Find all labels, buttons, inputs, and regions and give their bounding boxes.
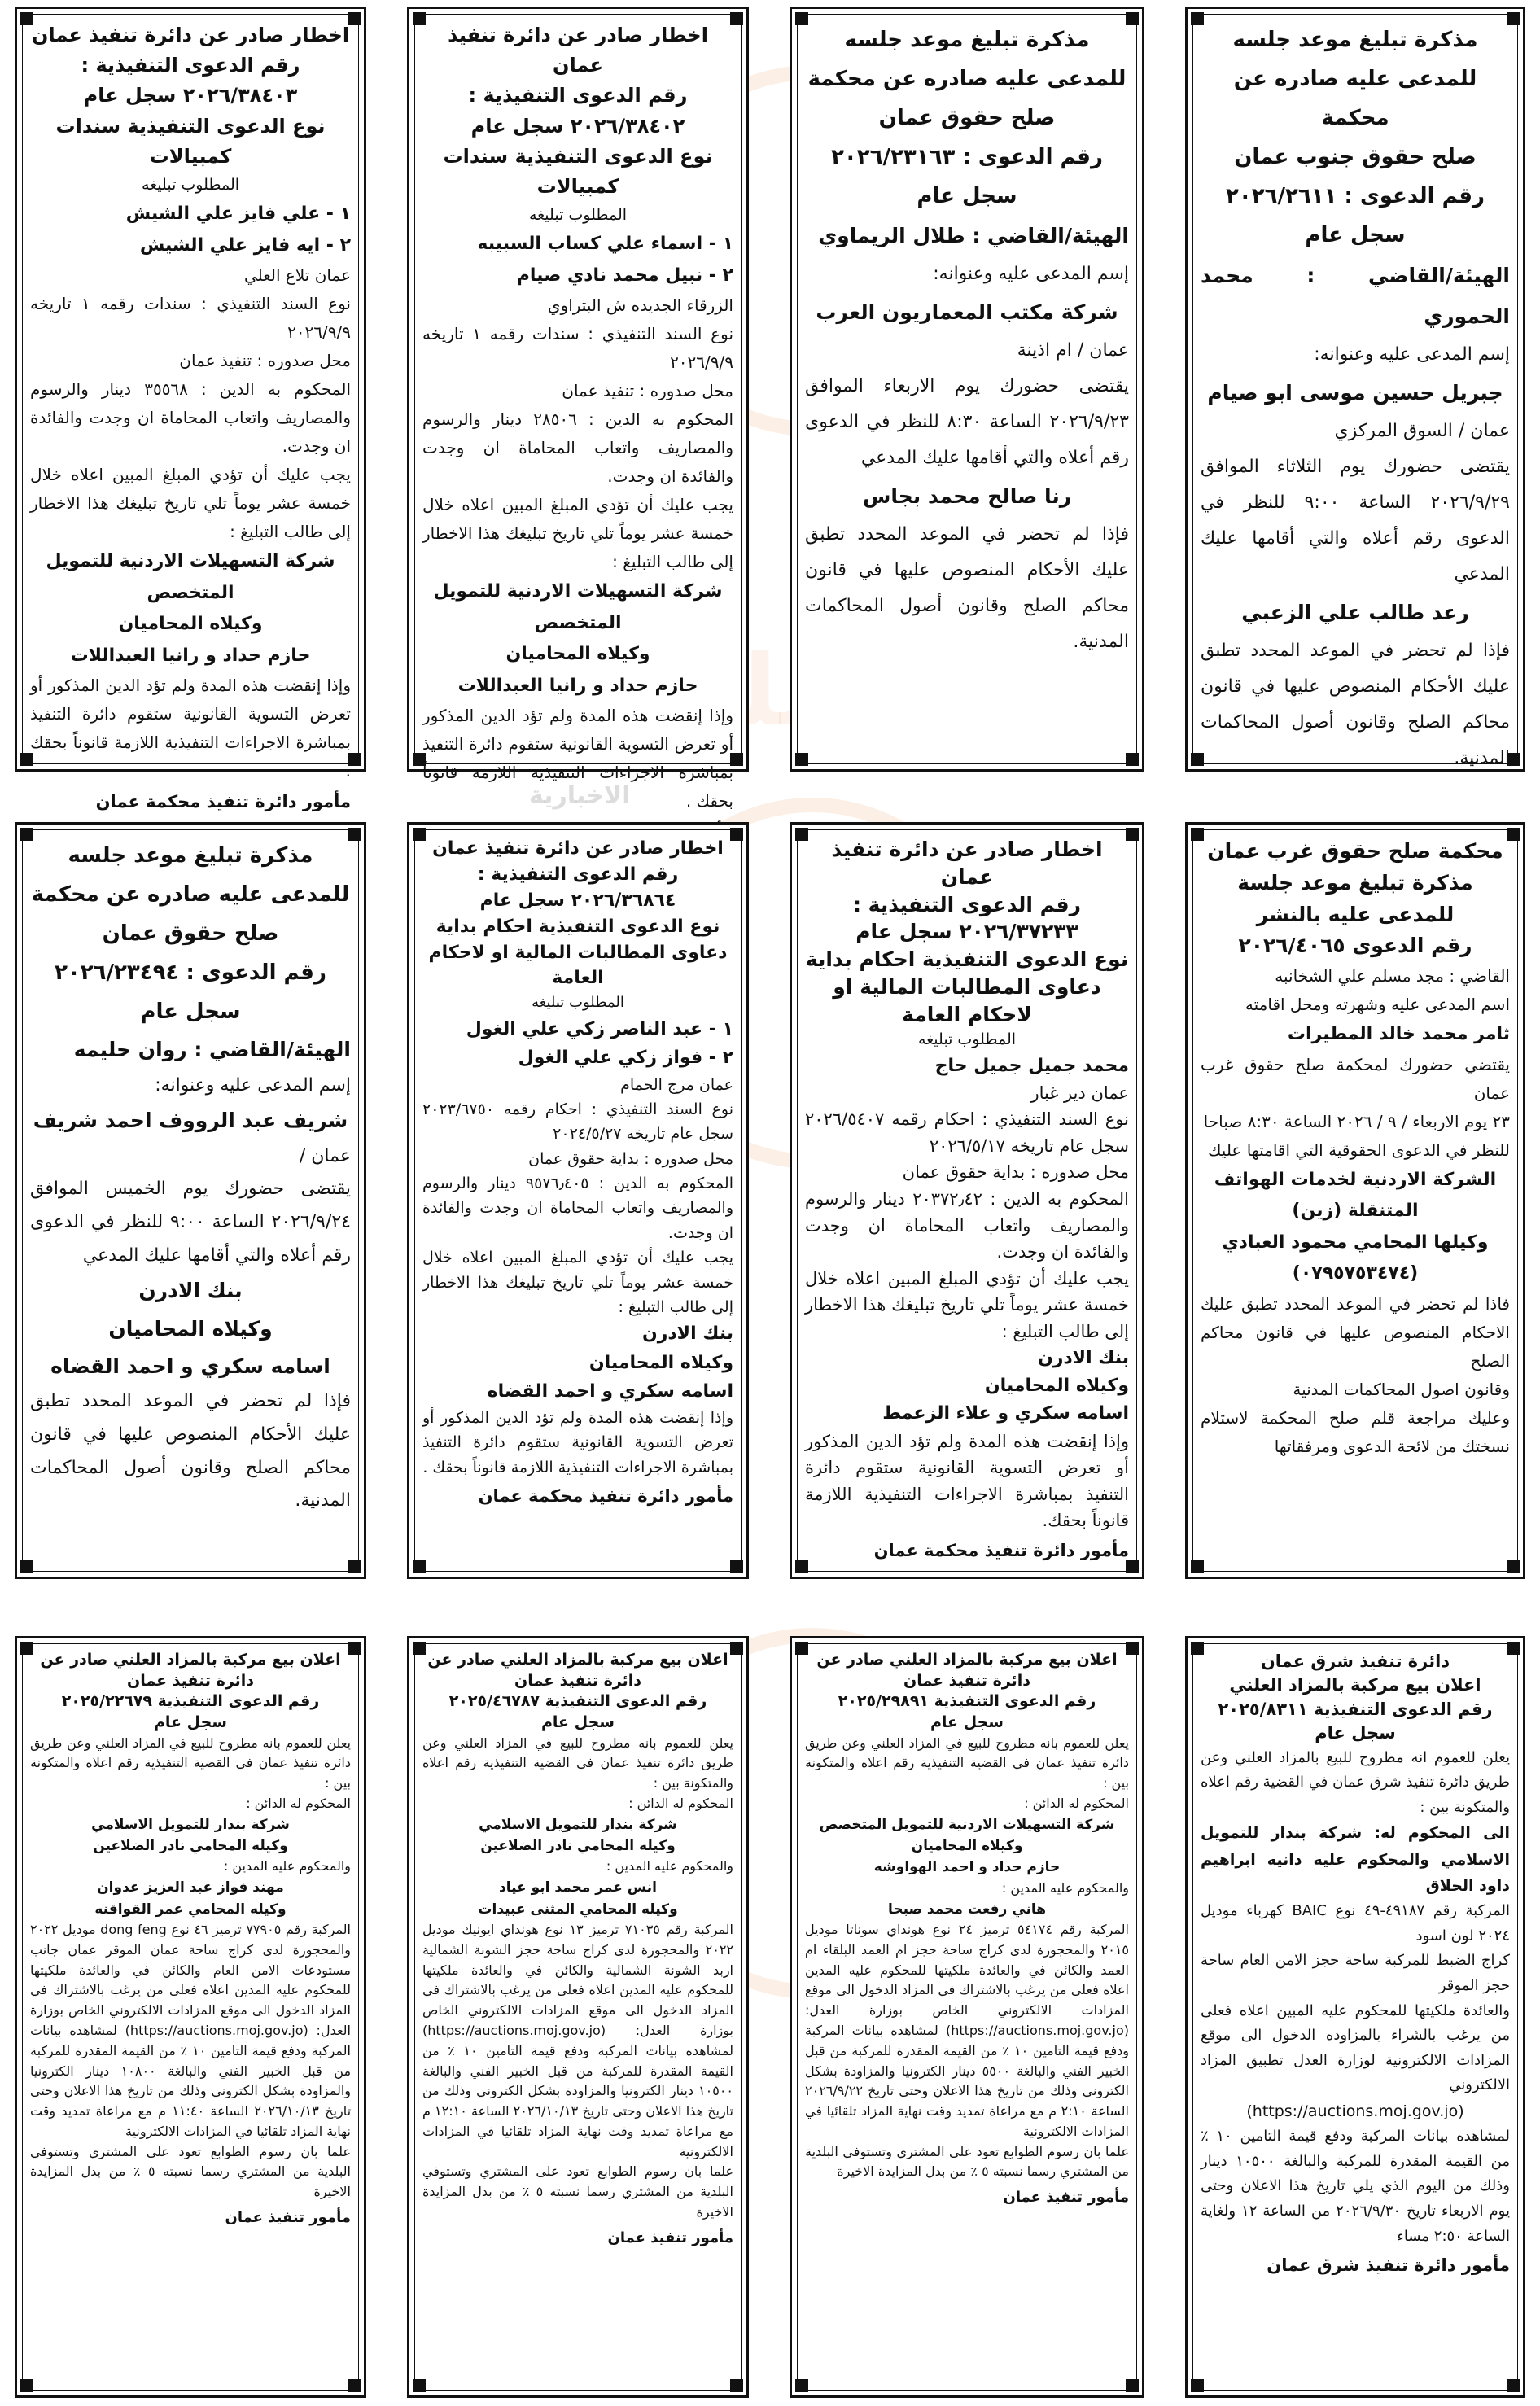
body-paragraph: يجب عليك أن تؤدي المبلغ المبين اعلاه خلال خمسة عشر يوماً تلي تاريخ تبليغك هذا الاخطار إلى طالب التبليغ : [422, 1249, 733, 1317]
lawyers-label: وكيلاه المحاميان [505, 644, 650, 665]
case-number: رقم الدعوى : ٢٠٢٦/٢٦١١ [1226, 184, 1485, 209]
notice-body [422, 202, 733, 816]
header-line: نوع الدعوى التنفيذية سندات كمبيالات [55, 114, 326, 168]
address-line: عمان / السوق المركزي [1334, 420, 1510, 441]
notice-header [30, 20, 351, 172]
body-line: محل صدوره : تنفيذ عمان [562, 381, 733, 401]
header-line: مذكرة تبليغ موعد جلسه [68, 843, 313, 868]
header-line: مذكرة تبليغ موعد جلسه [1232, 28, 1478, 52]
notice-header [805, 20, 1129, 216]
auction-notice-22679 [15, 1636, 366, 2398]
address-line: عمان تلاع العلي [243, 265, 351, 286]
body-line: المطلوب تبليغه [141, 175, 240, 194]
body-paragraph: وإذا إنقضت هذه المدة ولم تؤد الدين المذكور أو تعرض التسوية القانونية ستقوم دائرة التنفيذ بمباشرة الاجراءات التنفيذية اللازمة قانوناً بحقك . [30, 676, 351, 781]
header-line: صلح حقوق عمان [878, 106, 1056, 131]
body-line: المحكوم له الدائن : [1024, 1795, 1129, 1811]
notice-header [805, 836, 1129, 1028]
body-paragraph: والعائدة ملكيتها للمحكوم عليه المبين اعلاه فعلى من يرغب بالشراء بالمزاوده الدخول الى موقع المزادات الالكترونية لوزارة العدل تطبيق المزاد الالكتروني [1201, 2001, 1510, 2094]
notice-body [30, 1734, 351, 2203]
header-line: سجل عام [1305, 223, 1406, 248]
lawyer-name: وكيله المحامي المثنى عبيدات [478, 1901, 678, 1918]
lawyer-names: اسامه سكري و احمد القضاه [50, 1354, 330, 1378]
header-line: اخطار صادر عن دائرة تنفيذ عمان [31, 24, 350, 46]
header-line: سجل عام [140, 1000, 241, 1025]
header-line: سجل عام [917, 184, 1017, 209]
body-paragraph: نوع السند التنفيذي : سندات رقمه ١ تاريخه ٢٠٢٦/٩/٩ [422, 324, 734, 373]
auction-notice-29891 [790, 1636, 1144, 2398]
header-line: اعلان بيع مركبة بالمزاد العلني صادر عن دائرة تنفيذ عمان [427, 1651, 728, 1690]
body-paragraph: فإذا لم تحضر في الموعد المحدد تطبق عليك الأحكام المنصوص عليها في قانون محاكم الصلح وقانون أصول المحاكمات المدنية. [1201, 640, 1510, 768]
notice-header [422, 20, 733, 202]
body-paragraph: كراج الضبط للمركبة ساحة حجز الامن العام ساحة حجز الموقر [1201, 1952, 1510, 1995]
auction-notice-46787 [407, 1636, 749, 2398]
header-line: صلح حقوق جنوب عمان [1234, 145, 1477, 170]
body-paragraph: للنظر في الدعوى الحقوقية التي اقامتها عليك [1207, 1140, 1510, 1160]
body-paragraph: علما بان رسوم الطوابع تعود على المشتري وتستوفي البلدية من المشتري رسما نسبته ٥ ٪ من بدل المزايدة الاخيرة [30, 2143, 352, 2200]
notice-signature: مأمور تنفيذ عمان [225, 2209, 351, 2227]
notice-header [1201, 1650, 1510, 1746]
case-number: رقم الدعوى التنفيذية ٢٠٢٥/٢٢٦٧٩ [61, 1692, 320, 1711]
header-line: سجل عام [154, 1713, 227, 1731]
body-line: المحكوم له الدائن : [246, 1795, 351, 1811]
corner-ornament [1126, 2379, 1139, 2392]
notice-body [30, 1031, 351, 1517]
corner-ornament [730, 2379, 743, 2392]
summons-notice-west-amman [1185, 822, 1525, 1579]
body-line: محل صدوره : تنفيذ عمان [179, 351, 351, 371]
lawyer-names: اسامه سكري و علاء الزعمط [882, 1403, 1129, 1424]
defendant-name: شركة مكتب المعماريون العرب [816, 300, 1118, 325]
body-line: المطلوب تبليغه [917, 1030, 1017, 1049]
debtor-name: هاني رفعت محمد صبحا [887, 1901, 1046, 1918]
header-line: نوع الدعوى التنفيذية احكام بداية دعاوى المطالبات المالية او لاحكام العامة [805, 947, 1129, 1026]
header-line: نوع الدعوى التنفيذية احكام بداية دعاوى المطالبات المالية او لاحكام العامة [428, 916, 728, 989]
body-paragraph: المركبة رقم ٥٤١٧٤ ترميز ٢٤ نوع هونداي سوناتا موديل ٢٠١٥ والمحجوزة لدى كراج ساحة حجز ام العمد البلقاء ام العمد والكائن في والعائدة ملكيتها للمحكوم عليه المدين اعلاه فعلى من يرغب بالاشتراك في المزاد الدخول الى موقع المزادات الالكتروني الخاص بوزارة العدل: (https://auctions.moj.gov.jo) لمشاهده بيانات المركبة ودفع قيمة التامين ١٠ ٪ من القيمة المقدرة للمركبة من قبل الخبير الفني والبالغة ٥٥٠٠ دينار الكترونيا والمزاودة بشكل الكتروني وذلك من تاريخ هذا الاعلان وحتى تاريخ ٢٠٢٦/٩/٢٢ الساعة ٢:١٠ م مع مراعاة تمديد وقت نهاية المزاد تلقائيا في المزادات الالكترونية [805, 1921, 1130, 2139]
header-line: سجل عام [930, 1713, 1004, 1731]
notice-header [30, 836, 351, 1031]
debtor-name: ١ - اسماء علي كساب السبيبه [477, 234, 733, 255]
notice-body [30, 172, 351, 785]
case-number: ٢٠٢٦/٣٧٢٣٣ سجل عام [855, 920, 1078, 944]
summons-notice-amman [790, 7, 1144, 772]
creditor-name: شركة التسهيلات الاردنية للتمويل المتخصص [433, 581, 723, 633]
auction-url[interactable]: (https://auctions.moj.gov.jo) [1246, 2102, 1464, 2120]
body-paragraph: يعلن للعموم بانه مطروح للبيع في المزاد العلني وعن طريق دائرة تنفيذ عمان في القضية التنفيذية رقم اعلاه والمتكونة بين : [422, 1735, 733, 1791]
corner-ornament [348, 2379, 361, 2392]
body-paragraph: يقتضى حضورك يوم الثلاثاء الموافق ٢٠٢٦/٩/٢٩ الساعة ٩:٠٠ للنظر في الدعوى رقم أعلاه والتي أقامها عليك المدعي [1201, 456, 1510, 584]
body-paragraph: علما بان رسوم الطوابع تعود على المشتري وتستوفي البلدية من المشتري رسما نسبته ٥ ٪ من بدل المزايدة الاخيرة [422, 2163, 733, 2220]
parties-line: الى المحكوم له: شركة بندار للتمويل الاسلامي والمحكوم عليه دانيه ابراهيم داود الحلاق [1201, 1824, 1510, 1895]
corner-ornament [795, 1560, 808, 1573]
notice-body [1201, 256, 1510, 776]
header-line: للمدعى عليه صادره عن محكمة [31, 882, 350, 908]
lawyers-label: وكيلاه المحاميان [911, 1838, 1023, 1855]
case-number: رقم الدعوى ٢٠٢٦/٤٠٦٥ [1238, 934, 1472, 958]
lawyers-label: وكيلاه المحاميان [984, 1376, 1129, 1397]
auction-notice-east-amman [1185, 1636, 1525, 2398]
lawyer-phone: (٠٧٩٥٧٥٣٤٧٤) [1292, 1263, 1419, 1284]
header-line: اعلان بيع مركبة بالمزاد العلني صادر عن دائرة تنفيذ عمان [816, 1651, 1118, 1690]
body-paragraph: علما بان رسوم الطوابع تعود على المشتري وتستوفي البلدية من المشتري رسما نسبته ٥ ٪ من بدل المزايدة الاخيرة [805, 2143, 1129, 2180]
notice-signature: مأمور دائرة تنفيذ شرق عمان [1267, 2255, 1510, 2276]
judge-line: القاضي : مجد مسلم علي الشخانبه [1275, 966, 1510, 986]
vehicle-details: المركبة رقم ٤٩١٨٧-٤٩ نوع BAIC كهرباء موديل ٢٠٢٤ لون اسود [1201, 1902, 1511, 1944]
debtor-name: محمد جميل جميل حاج [934, 1055, 1129, 1076]
header-line: للمدعى عليه صادره عن محكمة [807, 67, 1127, 92]
creditor-name: بنك الادرن [641, 1323, 733, 1345]
execution-notice-36864 [407, 822, 749, 1579]
notice-body [805, 1028, 1129, 1533]
header-line: رقم الدعوى التنفيذية : [852, 892, 1082, 916]
defendant-name: شريف عبد الرووف احمد شريف [33, 1109, 348, 1133]
lawyer-names: حازم حداد و رانيا العبداللات [70, 645, 311, 666]
header-line: صلح حقوق عمان [102, 921, 279, 947]
body-paragraph: فإذا لم تحضر في الموعد المحدد تطبق عليك الأحكام المنصوص عليها في قانون محاكم الصلح وقانون أصول المحاكمات المدنية. [805, 524, 1129, 653]
notice-signature: مأمور دائرة تنفيذ محكمة عمان [478, 1486, 733, 1507]
lawyer-name: وكيله المحامي نادر الضلاعين [480, 1838, 676, 1855]
notice-body [422, 1734, 733, 2223]
corner-ornament [1191, 1560, 1204, 1573]
notice-signature: مأمور تنفيذ عمان [1003, 2189, 1129, 2207]
hearing-date: ٢٣ يوم الاربعاء / ٩ / ٢٠٢٦ الساعة ٨:٣٠ صباحا [1203, 1111, 1510, 1131]
case-number: رقم الدعوى : ٢٠٢٦/٢٣٤٩٤ [55, 960, 326, 986]
body-paragraph: نوع السند التنفيذي : احكام رقمه ٢٠٢٣/٦٧٥٠ سجل عام تاريخه ٢٠٢٤/٥/٢٧ [422, 1100, 733, 1144]
body-paragraph: نوع السند التنفيذي : احكام رقمه ٢٠٢٦/٥٤٠٧ سجل عام تاريخه ٢٠٢٦/٥/١٧ [805, 1109, 1129, 1156]
body-paragraph: يجب عليك أن تؤدي المبلغ المبين اعلاه خلال خمسة عشر يوماً تلي تاريخ تبليغك هذا الاخطار إلى طالب التبليغ : [30, 465, 351, 542]
notice-signature: مأمور تنفيذ عمان [607, 2229, 733, 2246]
debtor-name: مهند فواز عبد العزيز عدوان [97, 1879, 284, 1896]
body-paragraph: يقتضي حضورك لمحكمة صلح حقوق غرب عمان [1201, 1054, 1510, 1103]
header-line: سجل عام [1315, 1723, 1396, 1743]
corner-ornament [795, 2379, 808, 2392]
corner-ornament [1507, 1560, 1520, 1573]
address-line: عمان دير غبار [1030, 1083, 1129, 1103]
header-line: مذكرة تبليغ موعد جلسه [844, 28, 1090, 52]
body-paragraph: فإذا لم تحضر في الموعد المحدد تطبق عليك الأحكام المنصوص عليها في قانون محاكم الصلح وقانون أصول المحاكمات المدنية. [30, 1391, 351, 1511]
watermark-site: الاخبارية [529, 781, 631, 810]
debtor-name: ١ - علي فايز علي الشيش [125, 203, 351, 225]
summons-notice-south-amman [1185, 7, 1525, 772]
debtor-name: انس عمر محمد ابو عياد [498, 1879, 658, 1896]
body-paragraph: وإذا إنقضت هذه المدة ولم تؤد الدين المذكور أو تعرض التسوية القانونية ستقوم دائرة التنفيذ بمباشرة الاجراءات التنفيذية اللازمة قانوناً بحقك . [422, 1408, 733, 1476]
judge-line: الهيئة/القاضي : روان حليمه [73, 1038, 351, 1062]
notice-signature: مأمور دائرة تنفيذ محكمة عمان [95, 792, 351, 812]
header-line: اخطار صادر عن دائرة تنفيذ عمان [448, 24, 708, 77]
body-line: إسم المدعى عليه وعنوانه: [933, 264, 1129, 285]
summons-notice-amman-23494 [15, 822, 366, 1579]
corner-ornament [20, 1560, 33, 1573]
header-line: للمدعى عليه صادره عن محكمة [1233, 67, 1477, 131]
case-number: رقم الدعوى التنفيذية ٢٠٢٥/٢٩٨٩١ [838, 1692, 1096, 1711]
body-paragraph: يعلن للعموم بانه مطروح للبيع في المزاد العلني وعن طريق دائرة تنفيذ عمان في القضية التنفيذية رقم اعلاه والمتكونة بين : [805, 1735, 1129, 1791]
body-paragraph: لمشاهده بيانات المركبة ودفع قيمة التامين ١٠ ٪ من القيمة المقدرة للمركبة والبالغة ١٠٥٠٠ دينار وذلك من اليوم الذي يلي تاريخ هذا الاعلان وحتى يوم الاربعاء تاريخ ٢٠٢٦/٩/٣٠ من الساعة ١٢ ولغاية الساعة ٢:٥٠ مساء [1201, 2128, 1511, 2245]
header-line: اعلان بيع مركبة بالمزاد العلني صادر عن دائرة تنفيذ عمان [40, 1651, 341, 1690]
header-line: اخطار صادر عن دائرة تنفيذ عمان [831, 838, 1103, 889]
header-line: دائرة تنفيذ شرق عمان [1260, 1651, 1450, 1671]
body-paragraph: المركبة رقم ٧١٠٣٥ ترميز ١٣ نوع هونداي ايونيك موديل ٢٠٢٢ والمحجوزة لدى كراج ساحة حجز الشونة الشمالية اربد الشونة الشمالية والكائن في والعائدة ملكيتها للمحكوم عليه المدين اعلاه فعلى من يرغب بالاشتراك في المزاد الدخول الى موقع المزادات الالكتروني الخاص بوزارة العدل: (https://auctions.moj.gov.jo) لمشاهده بيانات المركبة ودفع قيمة التامين ١٠ ٪ من القيمة المقدرة للمركبة من قبل الخبير الفني والبالغة ١٠٥٠٠ دينار الكترونيا والمزاودة بشكل الكتروني وذلك من تاريخ هذا الاعلان وحتى تاريخ ٢٠٢٦/١٠/١٣ الساعة ١٢:١٠ م مع مراعاة تمديد وقت نهاية المزاد تلقائيا في المزادات الالكترونية [422, 1921, 734, 2159]
notice-header [1201, 20, 1510, 256]
body-paragraph: وإذا إنقضت هذه المدة ولم تؤد الدين المذكور أو تعرض التسوية القانونية ستقوم دائرة التنفيذ بمباشرة الاجراءات التنفيذية اللازمة قانوناً بحقك . [422, 706, 733, 811]
header-line: مذكرة تبليغ موعد جلسة للمدعى عليه بالنشر [1237, 870, 1473, 926]
defendant-name: ثامر محمد خالد المطيرات [1287, 1024, 1510, 1044]
lawyer-names: اسامه سكري و احمد القضاه [487, 1380, 733, 1402]
notice-header [422, 836, 733, 991]
corner-ornament [1507, 2379, 1520, 2392]
body-paragraph: المحكوم به الدين : ٩٥٧٦٫٤٠٥ دينار والرسوم والمصاريف واتعاب المحاماة ان وجدت والفائدة ان وجدت. [422, 1175, 733, 1242]
corner-ornament [730, 1560, 743, 1573]
case-number: رقم الدعوى التنفيذية ٢٠٢٥/٤٦٧٨٧ [448, 1692, 707, 1711]
header-line: محكمة صلح حقوق غرب عمان [1207, 839, 1503, 863]
corner-ornament [348, 1560, 361, 1573]
body-paragraph: يجب عليك أن تؤدي المبلغ المبين اعلاه خلال خمسة عشر يوماً تلي تاريخ تبليغك هذا الاخطار إلى طالب التبليغ : [422, 495, 733, 572]
body-paragraph: وإذا إنقضت هذه المدة ولم تؤد الدين المذكور أو تعرض التسوية القانونية ستقوم دائرة التنفيذ بمباشرة الاجراءات التنفيذية اللازمة قانوناً بحقك. [805, 1431, 1129, 1531]
watermark-brand: البلد [684, 635, 890, 748]
debtor-name: ١ - عبد الناصر زكي علي الغول [466, 1019, 733, 1040]
body-line: المطلوب تبليغه [528, 206, 628, 225]
body-line: إسم المدعى عليه وعنوانه: [155, 1074, 351, 1096]
body-line: محل صدوره : بداية حقوق عمان [528, 1149, 733, 1168]
case-number: ٢٠٢٦/٣٦٨٦٤ سجل عام [479, 890, 676, 911]
address-line: عمان مرج الحمام [620, 1075, 733, 1094]
creditor-name: شركة بندار للتمويل الاسلامي [479, 1816, 677, 1833]
header-line: رقم الدعوى التنفيذية : [477, 864, 679, 885]
plaintiff-name: بنك الادرن [138, 1279, 243, 1303]
header-line: اعلان بيع مركبة بالمزاد العلني [1229, 1675, 1481, 1695]
notice-body [805, 1734, 1129, 2183]
corner-ornament [795, 753, 808, 766]
notice-header [805, 1650, 1129, 1734]
execution-notice-38403 [15, 7, 366, 812]
lawyer-names: حازم حداد و احمد الهواوشه [873, 1859, 1061, 1876]
lawyer-name: وكيله المحامي نادر الضلاعين [93, 1838, 288, 1855]
corner-ornament [1126, 753, 1139, 766]
case-number: رقم الدعوى التنفيذية ٢٠٢٥/٨٣١١ [1218, 1699, 1493, 1719]
body-paragraph: وعليك مراجعة قلم صلح المحكمة لاستلام نسختك من لائحة الدعوى ومرفقاتها [1201, 1407, 1510, 1456]
lawyer-name: وكيلها المحامي محمود العبادي [1222, 1231, 1489, 1253]
notice-signature: مأمور دائرة تنفيذ محكمة عمان [873, 1540, 1129, 1560]
body-paragraph: المحكوم به الدين : ٢٨٥٠٦ دينار والرسوم والمصاريف واتعاب المحاماة ان وجدت والفائدة ان وجدت. [422, 409, 734, 487]
case-number: رقم الدعوى : ٢٠٢٦/٢٣١٦٣ [831, 145, 1103, 170]
address-line: الزرقاء الجديده ش البتراوي [547, 295, 733, 316]
plaintiff-name: رنا صالح محمد بجاس [862, 484, 1072, 509]
creditor-name: شركة بندار للتمويل الاسلامي [91, 1816, 290, 1833]
debtor-name: ٢ - فواز زكي علي الغول [518, 1048, 733, 1069]
body-line: المطلوب تبليغه [532, 994, 624, 1012]
header-line: رقم الدعوى التنفيذية : [81, 54, 300, 77]
plaintiff-name: الشركة الاردنية لخدمات الهواتف المتنقلة (زين) [1214, 1169, 1497, 1221]
creditor-name: بنك الادرن [1037, 1348, 1129, 1369]
notice-body [1201, 962, 1510, 1461]
corner-ornament [1191, 2379, 1204, 2392]
notice-body [805, 216, 1129, 660]
defendant-name: جبريل حسين موسى ابو صيام [1207, 380, 1503, 405]
corner-ornament [20, 2379, 33, 2392]
body-paragraph: يقتضى حضورك يوم الخميس الموافق ٢٠٢٦/٩/٢٤ الساعة ٩:٠٠ للنظر في الدعوى رقم أعلاه والتي أقامها عليك المدعي [30, 1179, 351, 1266]
body-line: وقانون اصول المحاكمات المدنية [1293, 1379, 1510, 1399]
body-paragraph: المحكوم به الدين : ٣٥٥٦٨ دينار والرسوم والمصاريف واتعاب المحاماة ان وجدت والفائدة ان وجدت. [30, 379, 352, 457]
body-line: المحكوم له الدائن : [628, 1795, 733, 1811]
header-line: اخطار صادر عن دائرة تنفيذ عمان [432, 838, 724, 859]
corner-ornament [413, 1560, 426, 1573]
body-paragraph: المركبة رقم ٧٧٩٠٥ ترميز ٤٦ نوع dong feng موديل ٢٠٢٢ والمحجوزة لدى كراج ساحة عمان الموقر عمان جانب مستودعات الامن العام والكائن في والعائدة ملكيتها للمحكوم عليه المدين اعلاه فعلى من يرغب بالاشتراك في المزاد الدخول الى موقع المزادات الالكتروني الخاص بوزارة العدل: (https://auctions.moj.gov.jo) لمشاهده بيانات المركبة ودفع قيمة التامين ١٠ ٪ من القيمة المقدرة للمركبة من قبل الخبير الفني والبالغة ١٠٨٠٠ دينار الكترونيا والمزاودة بشكل الكتروني وذلك من تاريخ هذا الاعلان وحتى تاريخ ٢٠٢٦/١٠/١٣ الساعة ١١:٤٠ م مع مراعاة تمديد وقت نهاية المزاد تلقائيا في المزادات الالكترونية [30, 1921, 352, 2139]
case-number: ٢٠٢٦/٣٨٤٠٢ سجل عام [470, 114, 685, 138]
lawyer-name: وكيله المحامي عمر القواقنه [94, 1901, 287, 1918]
lawyers-label: وكيلاه المحاميان [588, 1352, 733, 1373]
address-line: عمان / ام اذينة [1017, 340, 1129, 361]
body-paragraph: يعلن للعموم انه مطروح للبيع بالمزاد العلني وعن طريق دائرة تنفيذ شرق عمان في القضية رقم اعلاه والمتكونة بين : [1201, 1748, 1510, 1816]
header-line: سجل عام [541, 1713, 615, 1731]
plaintiff-name: رعد طالب علي الزعبي [1241, 600, 1469, 624]
address-line: عمان / [299, 1145, 351, 1166]
body-line: محل صدوره : بداية حقوق عمان [902, 1162, 1129, 1183]
body-paragraph: يقتضى حضورك يوم الاربعاء الموافق ٢٠٢٦/٩/٢٣ الساعة ٨:٣٠ للنظر في الدعوى رقم أعلاه والتي أقامها عليك المدعي [805, 376, 1129, 469]
judge-line: الهيئة/القاضي : محمد الحموري [1201, 263, 1510, 328]
body-line: والمحكوم عليه المدين : [606, 1858, 733, 1874]
body-line: اسم المدعى عليه وشهرته ومحل اقامته [1245, 995, 1510, 1014]
notice-body [422, 991, 733, 1480]
header-line: نوع الدعوى التنفيذية سندات كمبيالات [443, 144, 713, 198]
creditor-name: شركة التسهيلات الاردنية للتمويل المتخصص [819, 1816, 1115, 1833]
case-number: ٢٠٢٦/٣٨٤٠٣ سجل عام [83, 84, 298, 107]
notice-header [1201, 836, 1510, 962]
corner-ornament [1126, 1560, 1139, 1573]
body-line: إسم المدعى عليه وعنوانه: [1314, 343, 1510, 365]
body-paragraph: يجب عليك أن تؤدي المبلغ المبين اعلاه خلال خمسة عشر يوماً تلي تاريخ تبليغك هذا الاخطار إلى طالب التبليغ : [805, 1268, 1129, 1341]
lawyers-label: وكيلاه المحاميان [118, 614, 263, 635]
notice-body [1201, 1746, 1510, 2250]
lawyers-label: وكيلاه المحاميان [108, 1316, 273, 1341]
body-paragraph: فاذا لم تحضر في الموعد المحدد تطبق عليك الاحكام المنصوص عليها في قانون محاكم الصلح [1201, 1293, 1510, 1371]
body-paragraph: نوع السند التنفيذي : سندات رقمه ١ تاريخه ٢٠٢٦/٩/٩ [30, 294, 351, 343]
lawyer-names: حازم حداد و رانيا العبداللات [457, 675, 698, 696]
creditor-name: شركة التسهيلات الاردنية للتمويل المتخصص [46, 551, 335, 603]
corner-ornament [413, 2379, 426, 2392]
notice-header [422, 1650, 733, 1734]
notice-header [30, 1650, 351, 1734]
debtor-name: ٢ - نبيل محمد نادي صيام [516, 265, 733, 286]
body-line: والمحكوم عليه المدين : [223, 1858, 351, 1874]
body-paragraph: المحكوم به الدين : ٢٠٣٧٢٫٤٢ دينار والرسوم والمصاريف واتعاب المحاماة ان وجدت والفائدة ان وجدت. [805, 1188, 1129, 1262]
body-paragraph: يعلن للعموم بانه مطروح للبيع في المزاد العلني وعن طريق دائرة تنفيذ عمان في القضية التنفيذية رقم اعلاه والمتكونة بين : [30, 1735, 351, 1791]
body-line: والمحكوم عليه المدين : [1001, 1879, 1129, 1896]
debtor-name: ٢ - ايه فايز علي الشيش [139, 234, 351, 256]
judge-line: الهيئة/القاضي : طلال الريماوي [818, 224, 1129, 248]
header-line: رقم الدعوى التنفيذية : [468, 84, 688, 107]
execution-notice-37233 [790, 822, 1144, 1579]
